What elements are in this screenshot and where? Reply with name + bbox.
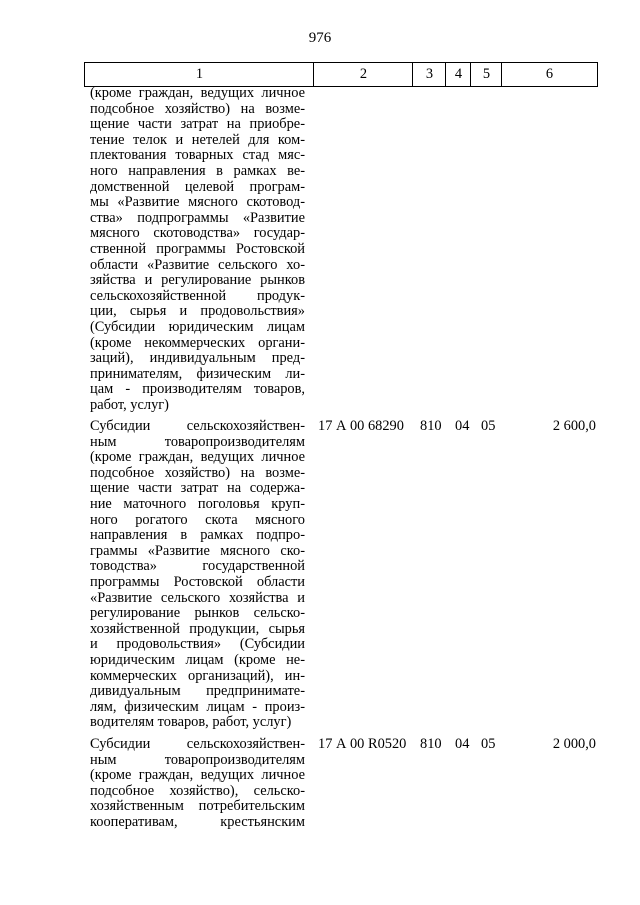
description-line: ства» подпрограммы «Развитие [90, 209, 305, 226]
description-line: лям, физическим лицам - произ- [90, 698, 305, 715]
description-line: ного рогатого скота мясного [90, 511, 305, 528]
page-number: 976 [308, 30, 332, 46]
description-line: ние маточного поголовья круп- [90, 495, 305, 512]
description-line: цам - производителям товаров, [90, 381, 305, 398]
description-line: направления в рамках подпро- [90, 527, 305, 544]
header-col-1: 1 [84, 62, 314, 87]
description-line: ным товаропроизводителям [90, 433, 305, 450]
description-line: (кроме граждан, ведущих личное [90, 767, 305, 784]
row-description [90, 86, 305, 413]
description-line: граммы «Развитие мясного ско- [90, 542, 305, 559]
row-amount: 2 600,0 [552, 418, 596, 434]
description-line: щение части затрат на приобре- [90, 116, 305, 133]
row-col3: 810 [420, 736, 442, 752]
description-line: товодства» государственной [90, 558, 305, 575]
description-line: подсобное хозяйство), сельско- [90, 782, 305, 799]
description-line: ным товаропроизводителям [90, 751, 305, 768]
description-line: ственной программы Ростовской [90, 240, 305, 257]
description-line: коммерческих организаций), ин- [90, 667, 305, 684]
description-line: подсобное хозяйство) на возме- [90, 100, 305, 117]
row-code: 17 А 00 R0520 [318, 736, 407, 752]
header-col-5: 5 [470, 62, 502, 87]
description-line: домственной целевой програм- [90, 178, 305, 195]
description-line: подсобное хозяйство) на возме- [90, 464, 305, 481]
header-col-6: 6 [501, 62, 598, 87]
header-col-3: 3 [412, 62, 446, 87]
description-line: плектования товарных стад мяс- [90, 147, 305, 164]
description-line: мясного скотоводства» государ- [90, 225, 305, 242]
description-line: водителям товаров, работ, услуг) [90, 714, 292, 731]
description-line: (кроме некоммерческих органи- [90, 334, 305, 351]
description-line: «Развитие сельского хозяйства и [90, 589, 305, 606]
description-line: ного направления в рамках ве- [90, 162, 305, 179]
header-col-4: 4 [445, 62, 471, 87]
row-col5: 05 [481, 736, 496, 752]
description-line: Субсидии сельскохозяйствен- [90, 418, 305, 434]
row-col3: 810 [420, 418, 442, 434]
row-description [90, 419, 305, 731]
description-line: и продовольствия» (Субсидии [90, 636, 305, 653]
description-line: дивидуальным предпринимате- [90, 683, 305, 700]
description-line: тение телок и нетелей для ком- [90, 131, 305, 148]
description-line: хозяйственной продукции, сырья [90, 620, 305, 637]
description-line: программы Ростовской области [90, 573, 305, 590]
description-line: ции, сырья и продовольствия» [90, 303, 305, 320]
description-line: принимателям, физическим ли- [90, 365, 305, 382]
description-line: мы «Развитие мясного скотовод- [90, 194, 305, 211]
description-line: (Субсидии юридическим лицам [90, 318, 305, 335]
description-line: (кроме граждан, ведущих личное [90, 449, 305, 466]
description-line: юридическим лицам (кроме не- [90, 651, 305, 668]
description-line: Субсидии сельскохозяйствен- [90, 736, 305, 752]
description-line: кооперативам, крестьянским [90, 813, 305, 830]
description-line: заций), индивидуальным пред- [90, 350, 305, 367]
header-col-2: 2 [313, 62, 413, 87]
description-line: щение части затрат на содержа- [90, 480, 305, 497]
description-line: хозяйственным потребительским [90, 798, 305, 815]
row-col4: 04 [455, 736, 470, 752]
description-line: зяйства и регулирование рынков [90, 272, 305, 289]
row-col4: 04 [455, 418, 470, 434]
description-line: (кроме граждан, ведущих личное [90, 85, 305, 101]
description-line: регулирование рынков сельско- [90, 605, 305, 622]
description-line: сельскохозяйственной продук- [90, 287, 305, 304]
row-col5: 05 [481, 418, 496, 434]
row-description [90, 737, 305, 831]
row-amount: 2 000,0 [552, 736, 596, 752]
description-line: работ, услуг) [90, 396, 169, 413]
description-line: области «Развитие сельского хо- [90, 256, 305, 273]
row-code: 17 А 00 68290 [318, 418, 404, 434]
